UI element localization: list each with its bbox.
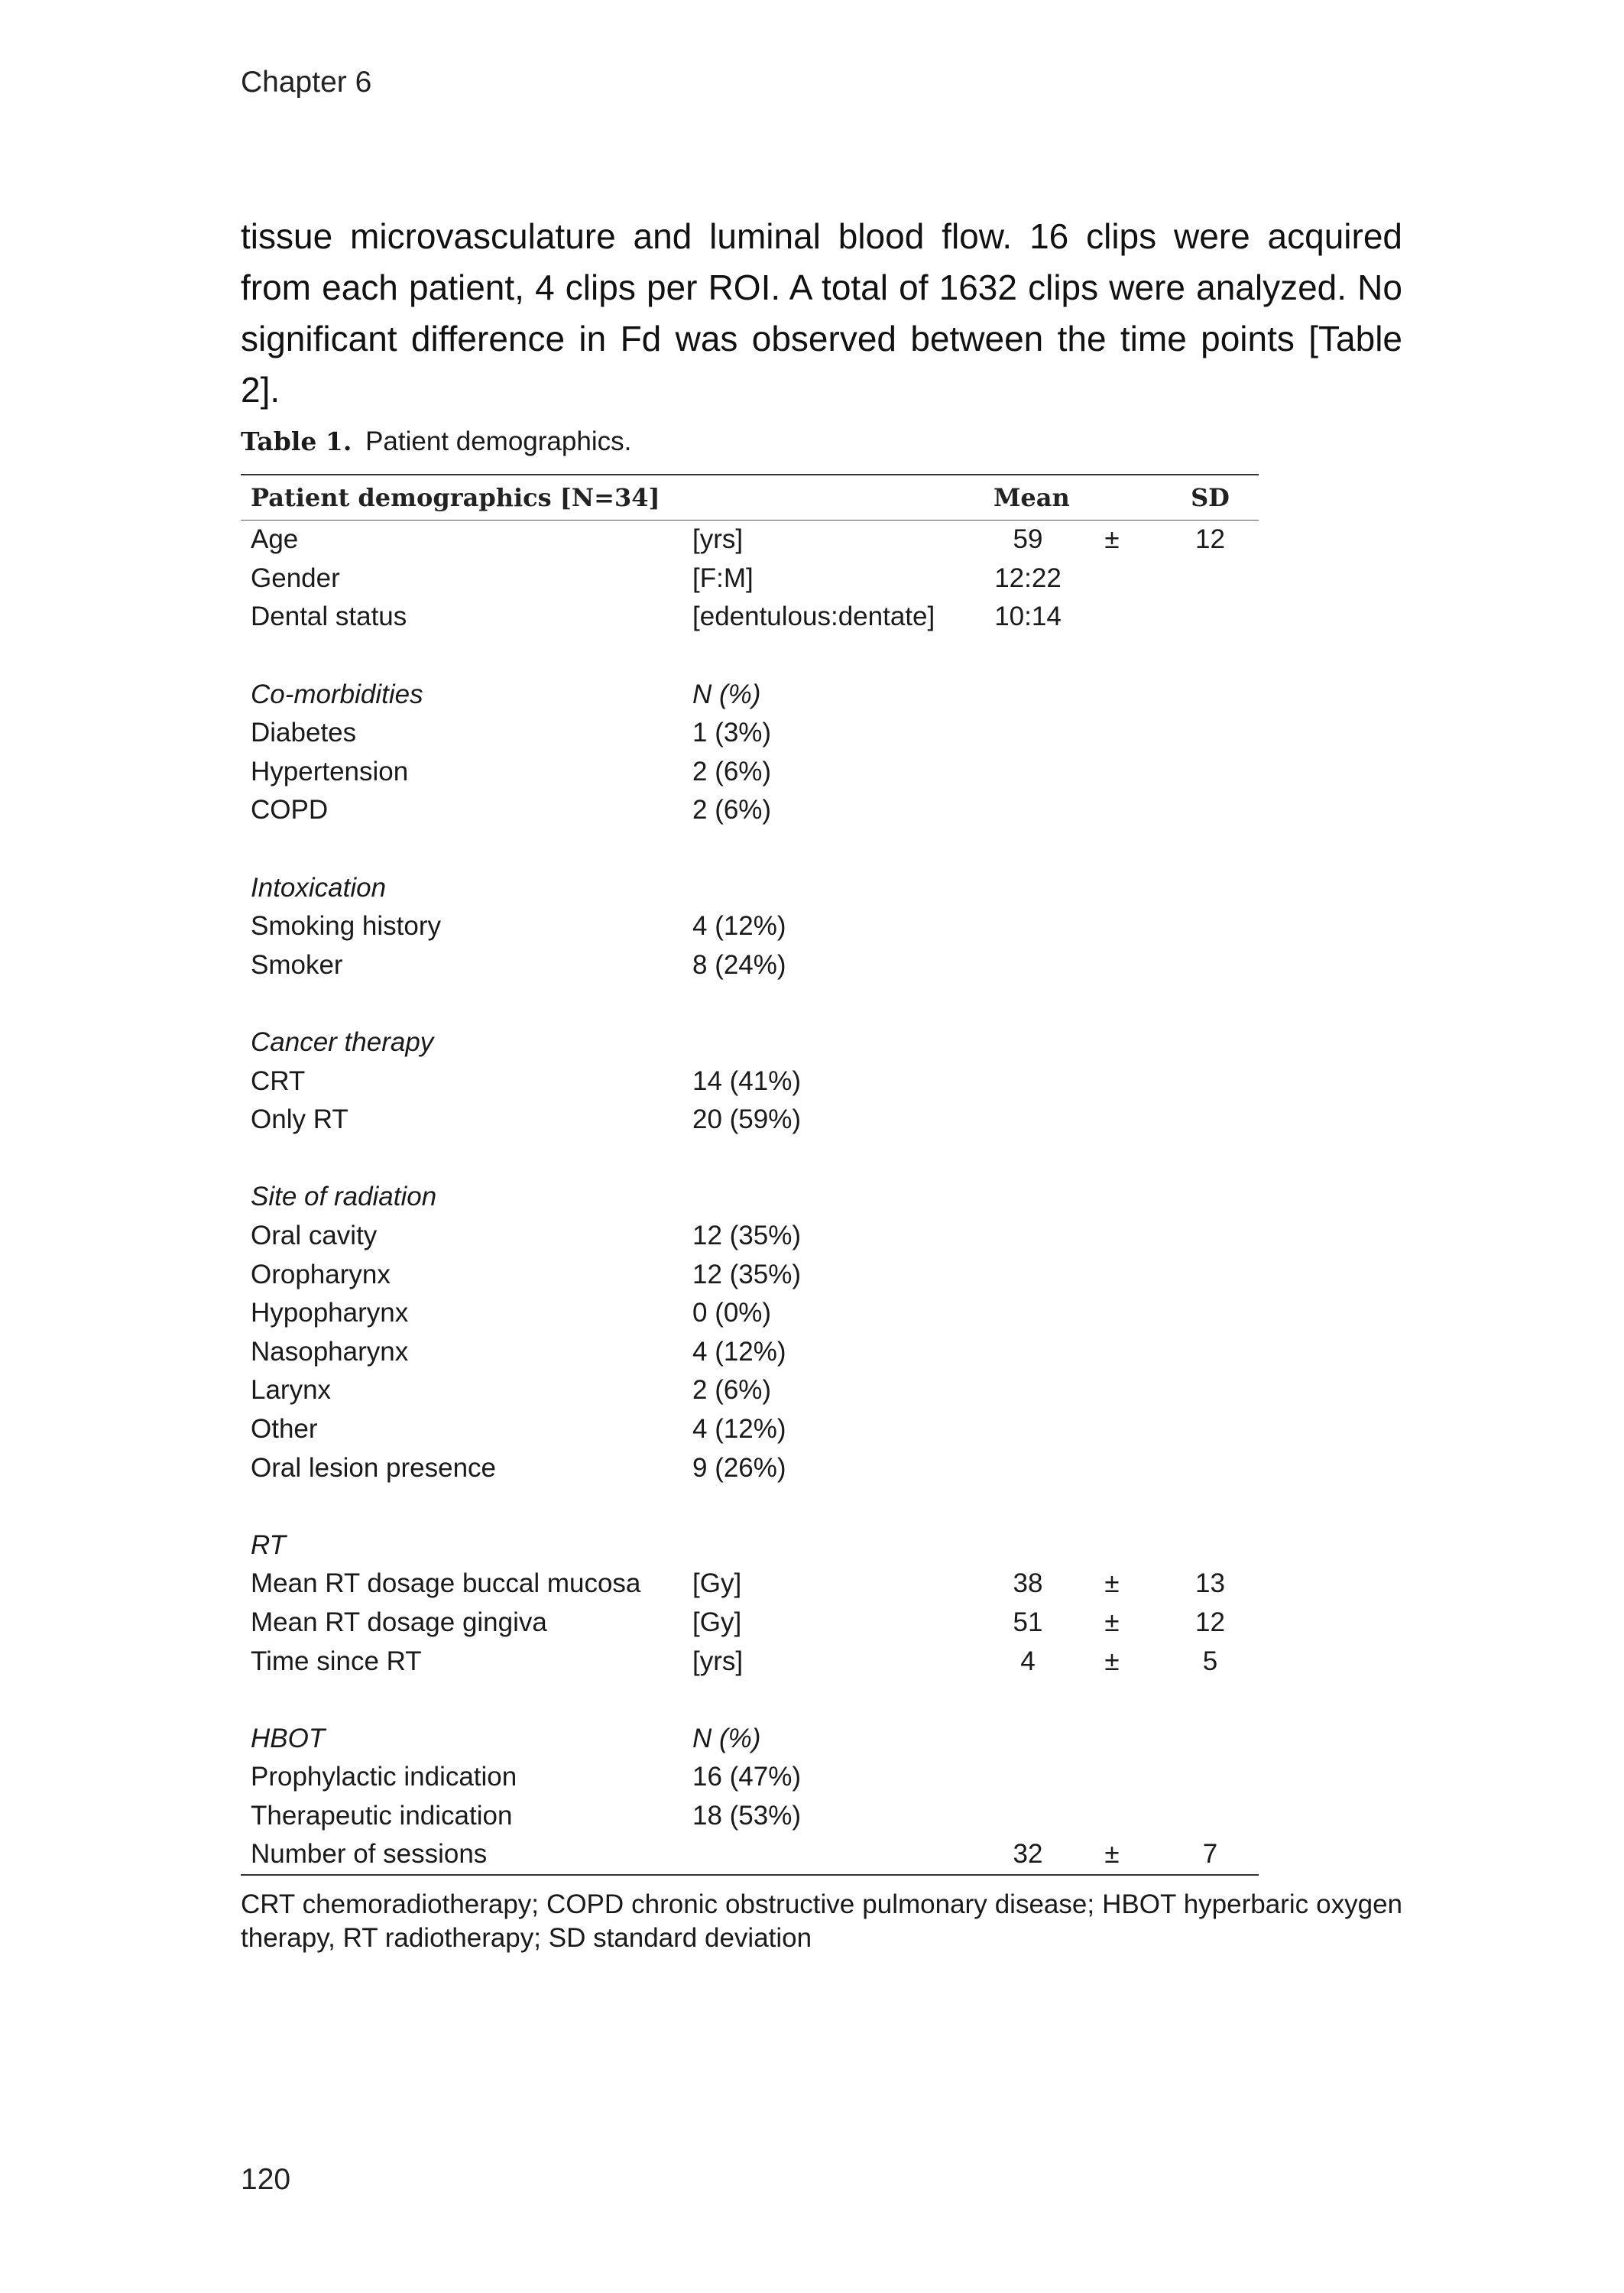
cell-sd	[1162, 1217, 1259, 1256]
cell-unit: [Gy]	[692, 1568, 742, 1599]
cell-mean: 38	[1013, 1568, 1043, 1599]
cell-label: HBOT	[251, 1723, 326, 1753]
body-paragraph: tissue microvasculature and luminal blood flow. 16 clips were acquired from each patient, 4 clips per ROI. A total of 1632 clips were analyzed. No significant difference in Fd was observed between the time points [Table 2].	[241, 216, 1402, 410]
cell-pm	[1062, 1526, 1162, 1565]
cell-pm	[1062, 1101, 1162, 1140]
cell-unit: 4 (12%)	[692, 1336, 786, 1367]
cell-unit: 9 (26%)	[692, 1452, 786, 1483]
table-row	[241, 1526, 1259, 1565]
cell-label: Cancer therapy	[251, 1027, 434, 1058]
table-row	[241, 1797, 1259, 1836]
cell-pm	[1062, 1797, 1162, 1836]
table-row	[241, 1217, 1259, 1256]
cell-mean	[994, 714, 1062, 753]
table-row	[241, 521, 1259, 559]
cell-label: Site of radiation	[251, 1182, 437, 1212]
cell-label: Gender	[251, 563, 340, 593]
cell-mean	[994, 1758, 1062, 1797]
cell-unit: 2 (6%)	[692, 795, 772, 825]
cell-unit: [F:M]	[692, 563, 754, 593]
cell-pm	[1062, 946, 1162, 985]
cell-label	[241, 1140, 692, 1179]
cell-sd	[1162, 637, 1259, 676]
cell-label: Mean RT dosage buccal mucosa	[251, 1568, 641, 1599]
cell-pm	[1062, 1758, 1162, 1797]
table-row	[241, 714, 1259, 753]
cell-unit	[692, 1526, 994, 1565]
cell-pm	[1062, 1294, 1162, 1333]
cell-sd	[1162, 753, 1259, 792]
cell-label: Only RT	[251, 1104, 348, 1135]
cell-label: Intoxication	[251, 872, 387, 903]
cell-label: Mean RT dosage gingiva	[251, 1607, 547, 1637]
cell-label	[241, 830, 692, 869]
cell-pm	[1062, 1140, 1162, 1179]
cell-mean	[994, 1410, 1062, 1449]
cell-pm	[1062, 907, 1162, 946]
cell-sd	[1162, 1332, 1259, 1371]
table-row	[241, 1642, 1259, 1681]
cell-pm	[1062, 1332, 1162, 1371]
table-footnote: CRT chemoradiotherapy; COPD chronic obstructive pulmonary disease; HBOT hyperbaric oxygen therapy, RT radiotherapy; SD standard deviation	[241, 1889, 1402, 1953]
cell-pm	[1062, 1062, 1162, 1101]
cell-label: Age	[251, 524, 299, 555]
table-row	[241, 1719, 1259, 1758]
cell-mean: 4	[1020, 1646, 1036, 1676]
table-row	[241, 1604, 1259, 1643]
table-row	[241, 1758, 1259, 1797]
cell-pm	[1062, 1719, 1162, 1758]
cell-label: Prophylactic indication	[251, 1762, 517, 1792]
cell-pm	[1062, 1255, 1162, 1294]
cell-label: Diabetes	[251, 718, 357, 748]
cell-unit	[692, 1178, 994, 1217]
cell-unit: [edentulous:dentate]	[692, 602, 935, 632]
cell-sd	[1162, 1487, 1259, 1526]
cell-sd	[1162, 907, 1259, 946]
cell-sd	[1162, 1101, 1259, 1140]
cell-mean	[994, 1448, 1062, 1487]
cell-sd: 12	[1195, 524, 1225, 555]
table-row	[241, 1371, 1259, 1410]
cell-pm	[1062, 868, 1162, 907]
page-number: 120	[241, 2163, 291, 2196]
cell-unit: [yrs]	[692, 524, 744, 555]
table-row	[241, 1178, 1259, 1217]
cell-mean	[994, 868, 1062, 907]
cell-mean	[994, 1217, 1062, 1256]
cell-label	[241, 1487, 692, 1526]
cell-mean: 59	[1013, 524, 1043, 555]
demographics-table-wrapper	[241, 474, 1259, 1876]
cell-label: Smoker	[251, 949, 343, 980]
cell-pm: ±	[1104, 1568, 1120, 1599]
cell-unit: 18 (53%)	[692, 1800, 802, 1831]
cell-label: Dental status	[251, 602, 407, 632]
cell-sd: 13	[1195, 1568, 1225, 1599]
cell-label: Number of sessions	[241, 1835, 692, 1875]
cell-sd	[1162, 1719, 1259, 1758]
cell-pm	[1062, 984, 1162, 1023]
cell-mean	[994, 1140, 1062, 1179]
cell-unit: [Gy]	[692, 1607, 742, 1637]
cell-unit	[692, 1487, 994, 1526]
table-row	[241, 1332, 1259, 1371]
cell-unit	[692, 984, 994, 1023]
table-row	[241, 1023, 1259, 1062]
cell-sd	[1162, 1371, 1259, 1410]
cell-label: Hypopharynx	[251, 1298, 409, 1328]
cell-mean: 32	[994, 1835, 1062, 1875]
table-body	[241, 521, 1259, 1875]
table-row	[241, 1448, 1259, 1487]
cell-unit: 2 (6%)	[692, 1375, 772, 1406]
cell-sd	[1162, 598, 1259, 637]
cell-pm	[1062, 1487, 1162, 1526]
cell-label: Nasopharynx	[251, 1336, 409, 1367]
table-row	[241, 830, 1259, 869]
cell-sd	[1162, 1681, 1259, 1720]
cell-label: Larynx	[251, 1375, 332, 1406]
cell-pm	[1062, 714, 1162, 753]
table-row	[241, 1410, 1259, 1449]
cell-label: RT	[251, 1529, 287, 1560]
cell-mean	[994, 1255, 1062, 1294]
cell-mean	[994, 753, 1062, 792]
cell-pm: ±	[1104, 524, 1120, 555]
cell-pm: ±	[1104, 1646, 1120, 1676]
cell-unit: 0 (0%)	[692, 1298, 772, 1328]
cell-pm	[1062, 1217, 1162, 1256]
cell-sd	[1162, 1758, 1259, 1797]
cell-mean	[994, 984, 1062, 1023]
cell-mean: 12:22	[994, 563, 1062, 593]
cell-pm	[1062, 830, 1162, 869]
cell-unit: 2 (6%)	[692, 756, 772, 786]
cell-sd	[1162, 1140, 1259, 1179]
cell-mean	[994, 1719, 1062, 1758]
cell-mean: 51	[1013, 1607, 1043, 1637]
table-row	[241, 1681, 1259, 1720]
cell-mean	[994, 1797, 1062, 1836]
cell-pm	[1062, 1178, 1162, 1217]
cell-unit	[692, 1835, 994, 1875]
table-row	[241, 637, 1259, 676]
cell-mean	[994, 1062, 1062, 1101]
cell-sd	[1162, 830, 1259, 869]
cell-unit	[692, 1023, 994, 1062]
cell-unit: 12 (35%)	[692, 1259, 802, 1289]
cell-pm	[1062, 637, 1162, 676]
cell-unit: 12 (35%)	[692, 1220, 802, 1250]
table-row	[241, 598, 1259, 637]
table-caption-text: Patient demographics.	[365, 426, 632, 456]
cell-pm	[1062, 1448, 1162, 1487]
cell-mean	[994, 830, 1062, 869]
header-unit	[692, 475, 994, 521]
cell-mean: 10:14	[994, 602, 1062, 632]
table-row	[241, 1140, 1259, 1179]
header-mean: Mean	[994, 483, 1070, 512]
cell-pm	[1062, 1681, 1162, 1720]
table-row	[241, 1101, 1259, 1140]
cell-pm	[1062, 598, 1162, 637]
cell-sd	[1162, 946, 1259, 985]
table-row	[241, 791, 1259, 830]
cell-sd	[1162, 1255, 1259, 1294]
cell-pm: ±	[1062, 1835, 1162, 1875]
cell-unit	[692, 1140, 994, 1179]
cell-unit	[692, 1681, 994, 1720]
cell-sd: 5	[1202, 1646, 1218, 1676]
cell-sd	[1162, 1178, 1259, 1217]
cell-mean	[994, 946, 1062, 985]
cell-mean	[994, 907, 1062, 946]
table-row	[241, 753, 1259, 792]
cell-label: Hypertension	[251, 756, 409, 786]
cell-mean	[994, 791, 1062, 830]
cell-sd	[1162, 1526, 1259, 1565]
cell-unit: 1 (3%)	[692, 718, 772, 748]
cell-sd	[1162, 868, 1259, 907]
cell-mean	[994, 637, 1062, 676]
cell-sd: 12	[1195, 1607, 1225, 1637]
cell-label: Co-morbidities	[251, 679, 423, 709]
demographics-table	[241, 474, 1259, 1876]
table-row	[241, 984, 1259, 1023]
cell-sd	[1162, 1797, 1259, 1836]
cell-label: COPD	[251, 795, 329, 825]
cell-pm	[1062, 791, 1162, 830]
table-row	[241, 868, 1259, 907]
cell-pm	[1062, 1371, 1162, 1410]
table-row	[241, 1565, 1259, 1604]
cell-unit: 4 (12%)	[692, 1413, 786, 1444]
cell-unit: 16 (47%)	[692, 1762, 802, 1792]
cell-label: Time since RT	[251, 1646, 422, 1676]
header-sd: SD	[1191, 483, 1230, 512]
cell-sd	[1162, 675, 1259, 714]
cell-mean	[994, 1023, 1062, 1062]
cell-unit: N (%)	[692, 1723, 761, 1753]
table-row	[241, 559, 1259, 598]
cell-sd	[1162, 1448, 1259, 1487]
cell-unit: [yrs]	[692, 1646, 744, 1676]
cell-sd	[1162, 559, 1259, 598]
cell-mean	[994, 1332, 1062, 1371]
cell-label: Oral lesion presence	[251, 1452, 496, 1483]
cell-sd	[1162, 1023, 1259, 1062]
cell-label: Therapeutic indication	[251, 1800, 513, 1831]
cell-unit: 8 (24%)	[692, 949, 786, 980]
cell-unit: N (%)	[692, 679, 761, 709]
cell-label	[241, 1681, 692, 1720]
cell-label	[241, 637, 692, 676]
cell-unit: 14 (41%)	[692, 1065, 802, 1096]
cell-mean	[994, 1294, 1062, 1333]
cell-unit	[692, 637, 994, 676]
cell-label: Smoking history	[251, 911, 441, 942]
chapter-header: Chapter 6	[241, 66, 372, 99]
table-caption-label: Table 1.	[241, 426, 352, 456]
table-row	[241, 946, 1259, 985]
cell-mean	[994, 1101, 1062, 1140]
cell-pm: ±	[1104, 1607, 1120, 1637]
cell-sd	[1162, 1410, 1259, 1449]
cell-mean	[994, 1371, 1062, 1410]
table-caption	[241, 426, 631, 457]
cell-sd	[1162, 791, 1259, 830]
cell-sd: 7	[1162, 1835, 1259, 1875]
table-row	[241, 1255, 1259, 1294]
cell-mean	[994, 1178, 1062, 1217]
cell-label: Other	[251, 1413, 318, 1444]
cell-label: Oral cavity	[251, 1220, 378, 1250]
cell-sd	[1162, 984, 1259, 1023]
cell-unit: 20 (59%)	[692, 1104, 802, 1135]
cell-pm	[1062, 753, 1162, 792]
cell-mean	[994, 1526, 1062, 1565]
table-header-row	[241, 475, 1259, 521]
cell-sd	[1162, 714, 1259, 753]
header-label: Patient demographics [N=34]	[251, 483, 660, 512]
table-row	[241, 1487, 1259, 1526]
table-row	[241, 907, 1259, 946]
table-row	[241, 1062, 1259, 1101]
cell-pm	[1062, 1023, 1162, 1062]
table-row	[241, 1835, 1259, 1875]
cell-sd	[1162, 1294, 1259, 1333]
cell-pm	[1062, 559, 1162, 598]
cell-label	[241, 984, 692, 1023]
cell-unit	[692, 830, 994, 869]
cell-pm	[1062, 675, 1162, 714]
cell-unit	[692, 868, 994, 907]
cell-unit: 4 (12%)	[692, 911, 786, 942]
cell-pm	[1062, 1410, 1162, 1449]
cell-mean	[994, 1681, 1062, 1720]
cell-mean	[994, 675, 1062, 714]
cell-mean	[994, 1487, 1062, 1526]
table-row	[241, 675, 1259, 714]
cell-label: Oropharynx	[251, 1259, 391, 1289]
header-pm	[1062, 475, 1162, 521]
cell-label: CRT	[251, 1065, 306, 1096]
cell-sd	[1162, 1062, 1259, 1101]
table-row	[241, 1294, 1259, 1333]
